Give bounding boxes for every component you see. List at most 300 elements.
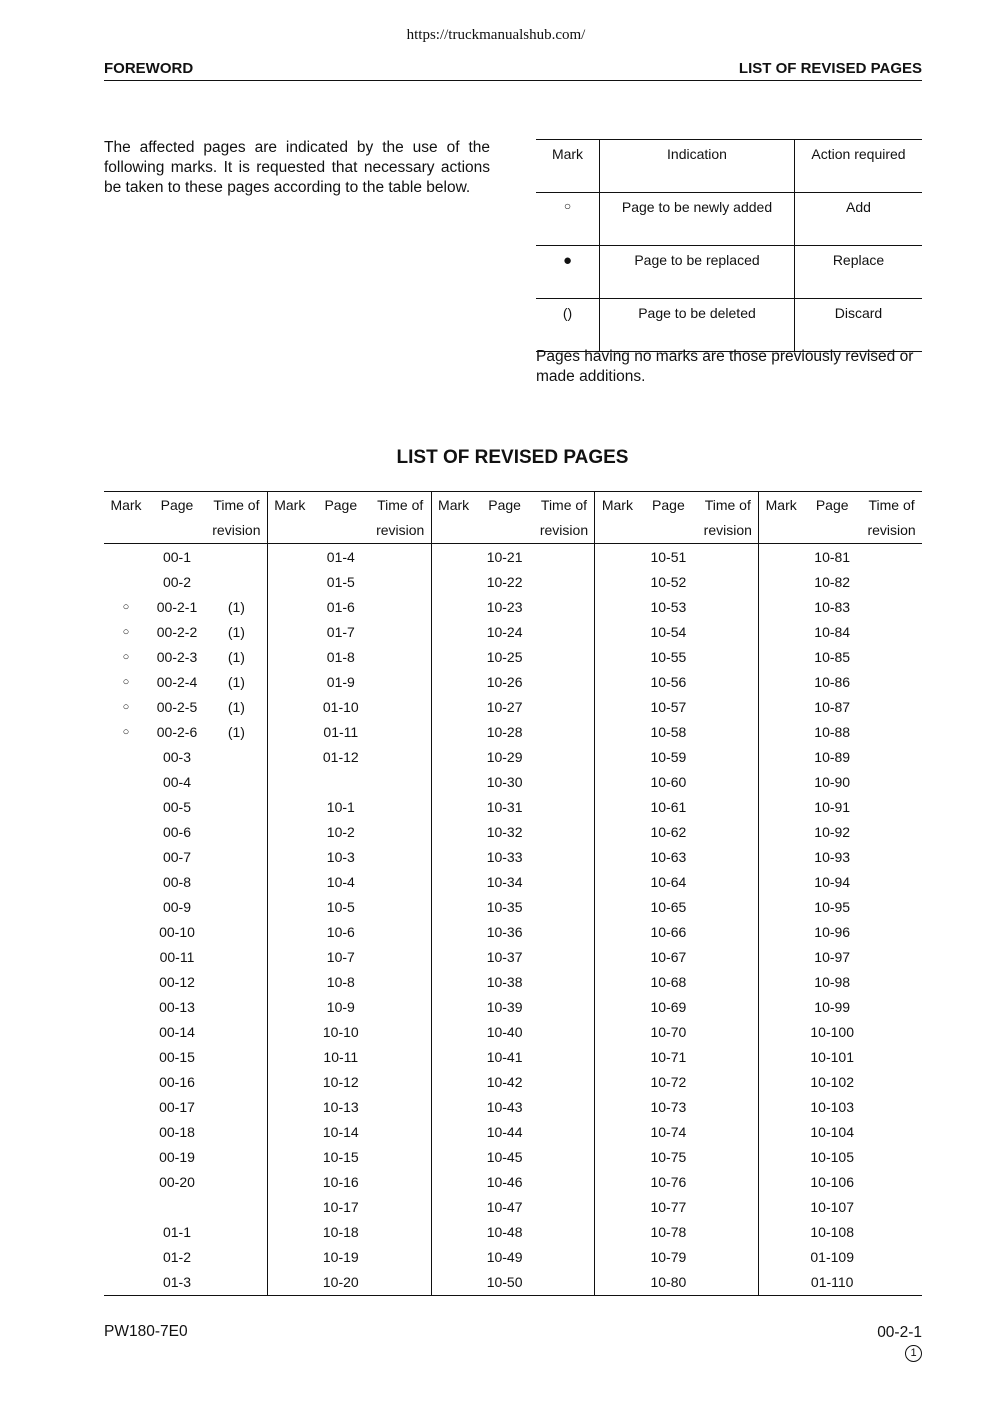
table-row [104,920,267,945]
row-page: 10-37 [486,949,523,965]
row-time-of-revision [370,845,431,870]
row-page: 10-70 [650,1024,687,1040]
row-time-of-revision [697,970,758,995]
row-page: 01-1 [162,1224,192,1240]
header-section: FOREWORD [104,60,194,77]
row-page: 10-105 [810,1149,854,1165]
row-time-of-revision [534,1195,595,1220]
row-mark [759,1195,803,1220]
row-time-of-revision [534,945,595,970]
row-time-of-revision [534,920,595,945]
row-page: 10-64 [650,874,687,890]
row-mark [268,745,312,770]
row-mark [432,845,476,870]
row-time-of-revision [697,1070,758,1095]
table-row [595,870,758,895]
row-time-of-revision [697,1145,758,1170]
row-mark [432,1220,476,1245]
row-mark [104,795,148,820]
row-time-of-revision [534,995,595,1020]
table-row [432,795,595,820]
table-row [268,995,431,1020]
row-page: 10-41 [486,1049,523,1065]
row-mark [595,670,639,695]
row-mark [432,945,476,970]
row-time-of-revision [861,670,922,695]
table-row [759,1070,922,1095]
row-time-of-revision [861,1045,922,1070]
table-row [759,795,922,820]
table-row [595,1220,758,1245]
row-mark [268,1095,312,1120]
row-page: 00-2-1 [156,599,198,615]
row-page: 10-16 [322,1174,359,1190]
table-row [432,1120,595,1145]
row-mark [268,1145,312,1170]
table-row [759,1120,922,1145]
row-page: 00-15 [159,1049,195,1065]
row-page: 10-69 [650,999,687,1015]
header-time-line2: revision [703,522,752,538]
row-mark [104,945,148,970]
row-time-of-revision [370,1195,431,1220]
row-page: 10-77 [650,1199,687,1215]
row-time-of-revision [861,895,922,920]
table-row [432,1095,595,1120]
table-row [595,845,758,870]
row-page: 10-59 [650,749,687,765]
table-row [432,1020,595,1045]
table-row [104,970,267,995]
row-time-of-revision: (1) [227,624,245,640]
table-row [268,1020,431,1045]
row-mark [268,845,312,870]
row-mark [268,870,312,895]
row-page: 00-18 [159,1124,195,1140]
table-row [104,695,267,720]
row-time-of-revision [534,845,595,870]
row-mark [759,670,803,695]
row-page: 10-14 [322,1124,359,1140]
row-page: 10-67 [650,949,687,965]
header-time-line1: Time of [868,497,915,513]
row-page: 01-3 [162,1274,192,1290]
row-mark [759,820,803,845]
table-row [759,945,922,970]
row-page: 10-75 [650,1149,687,1165]
row-time-of-revision [534,770,595,795]
row-mark [595,1045,639,1070]
row-mark [268,595,312,620]
row-mark [268,1170,312,1195]
row-mark: ○ [122,601,130,613]
table-row [759,620,922,645]
row-time-of-revision [697,895,758,920]
header-page: Page [324,497,358,513]
table-row [268,1045,431,1070]
row-mark [104,1170,148,1195]
row-time-of-revision [370,695,431,720]
row-mark [268,1245,312,1270]
table-row [595,920,758,945]
table-row [104,620,267,645]
table-row [595,895,758,920]
row-mark [104,820,148,845]
row-mark [432,1020,476,1045]
footer-page-block [877,1323,922,1362]
row-mark [595,770,639,795]
row-page: 00-2-5 [156,699,198,715]
row-mark [432,1145,476,1170]
row-time-of-revision [206,895,267,920]
row-time-of-revision [697,1220,758,1245]
row-page: 10-30 [486,774,523,790]
row-page: 00-2-6 [156,724,198,740]
row-time-of-revision [697,570,758,595]
row-mark [432,720,476,745]
row-page: 10-84 [814,624,851,640]
row-page: 01-12 [322,749,359,765]
row-time-of-revision: (1) [227,599,245,615]
table-row [432,995,595,1020]
column-header [759,492,922,544]
row-time-of-revision [534,695,595,720]
table-row [268,970,431,995]
table-row [595,670,758,695]
row-page: 00-11 [159,949,195,965]
column-header [268,492,431,544]
header-mark: Mark [274,497,306,513]
row-mark [432,920,476,945]
row-mark [759,1070,803,1095]
row-time-of-revision [370,1270,431,1295]
row-mark [759,770,803,795]
table-row [759,720,922,745]
row-mark [759,620,803,645]
header-page: Page [488,497,521,513]
row-page: 10-19 [322,1249,359,1265]
row-time-of-revision [697,995,758,1020]
header-time-of-revision [370,492,431,543]
table-row [268,1070,431,1095]
row-page [312,770,370,795]
table-row [268,745,431,770]
row-mark [595,620,639,645]
marks-legend-table [536,139,922,352]
row-mark [104,1095,148,1120]
row-page: 10-82 [814,574,851,590]
table-row [432,1245,595,1270]
table-row [759,1145,922,1170]
row-time-of-revision [697,595,758,620]
row-time-of-revision [370,1045,431,1070]
table-row [432,1195,595,1220]
header-time-of-revision [861,492,922,543]
table-row [759,645,922,670]
table-row [104,1145,267,1170]
row-time-of-revision [370,795,431,820]
row-page: 10-6 [326,924,355,940]
row-mark [759,645,803,670]
row-time-of-revision [697,670,758,695]
row-page: 10-47 [486,1199,523,1215]
header-time-line2: revision [212,522,261,538]
column-group-5 [758,492,922,1295]
row-time-of-revision [861,870,922,895]
row-time-of-revision [697,745,758,770]
header-time-of-revision [206,492,267,543]
row-mark [268,945,312,970]
row-mark [759,570,803,595]
row-page: 10-94 [814,874,851,890]
row-mark [432,670,476,695]
table-row [104,545,267,570]
row-page: 10-43 [486,1099,523,1115]
table-row [104,1045,267,1070]
row-mark [759,1120,803,1145]
row-mark [595,720,639,745]
table-row [432,670,595,695]
table-row [268,1095,431,1120]
table-row [104,645,267,670]
row-time-of-revision [370,745,431,770]
header-time-of-revision [534,492,595,543]
row-time-of-revision [206,820,267,845]
row-time-of-revision [370,1170,431,1195]
row-mark [759,1145,803,1170]
row-mark [432,1120,476,1145]
row-time-of-revision [861,720,922,745]
row-page: 10-9 [326,999,355,1015]
row-time-of-revision [370,1220,431,1245]
row-page: 00-10 [159,924,195,940]
row-page: 10-88 [814,724,851,740]
row-time-of-revision [370,1145,431,1170]
row-page: 10-90 [814,774,851,790]
row-page: 00-13 [159,999,195,1015]
row-mark [595,995,639,1020]
row-mark [759,695,803,720]
row-time-of-revision [861,995,922,1020]
row-page: 10-5 [326,899,355,915]
row-mark [268,645,312,670]
row-time-of-revision [697,1020,758,1045]
row-page: 10-61 [650,799,687,815]
table-row [595,1020,758,1045]
table-row [268,920,431,945]
row-time-of-revision [206,1170,267,1195]
row-time-of-revision [697,720,758,745]
row-page: 10-101 [810,1049,854,1065]
row-mark [759,920,803,945]
header-page: Page [160,497,194,513]
row-page: 10-83 [814,599,851,615]
row-time-of-revision [697,1195,758,1220]
row-page: 10-102 [810,1074,854,1090]
marks-row-replace [536,246,922,299]
row-mark [268,1270,312,1295]
row-page: 10-89 [814,749,851,765]
marks-header-indication: Indication [600,140,795,193]
table-row [432,920,595,945]
row-time-of-revision [206,970,267,995]
table-row [759,820,922,845]
row-page: 10-42 [486,1074,523,1090]
row-page: 10-40 [486,1024,523,1040]
row-time-of-revision [861,570,922,595]
row-mark [759,870,803,895]
row-mark [104,1145,148,1170]
row-time-of-revision [861,1120,922,1145]
row-mark: ○ [122,626,130,638]
table-row [268,945,431,970]
table-row [268,870,431,895]
row-mark [268,1195,312,1220]
row-page: 00-9 [162,899,192,915]
table-row [268,1245,431,1270]
row-mark [268,770,312,795]
page-header [104,60,922,81]
row-time-of-revision [534,745,595,770]
row-page: 10-44 [486,1124,523,1140]
row-time-of-revision [697,820,758,845]
row-page: 01-2 [162,1249,192,1265]
table-row [432,845,595,870]
action-delete: Discard [795,299,923,352]
row-page: 00-20 [159,1174,195,1190]
row-time-of-revision [861,1070,922,1095]
table-row [432,895,595,920]
row-page: 10-85 [814,649,851,665]
row-time-of-revision [861,745,922,770]
row-mark [595,1120,639,1145]
row-page: 10-106 [810,1174,854,1190]
row-mark [595,1195,639,1220]
row-page: 10-100 [810,1024,854,1040]
column-header [595,492,758,544]
table-row [104,1020,267,1045]
row-time-of-revision [861,1145,922,1170]
table-row [104,1070,267,1095]
row-mark [104,870,148,895]
row-time-of-revision [370,720,431,745]
source-url[interactable]: https://truckmanualshub.com/ [406,27,586,43]
row-time-of-revision [697,1095,758,1120]
row-time-of-revision [370,770,431,795]
row-mark [432,595,476,620]
row-mark [432,970,476,995]
header-mark: Mark [601,497,633,513]
row-time-of-revision [697,795,758,820]
row-page: 10-98 [814,974,851,990]
row-mark [104,1220,148,1245]
row-time-of-revision [534,570,595,595]
row-mark [104,545,148,570]
table-row [759,570,922,595]
row-time-of-revision [697,545,758,570]
row-page: 00-2-2 [156,624,198,640]
column-group-1 [104,492,267,1295]
row-mark [268,1045,312,1070]
row-page: 00-3 [162,749,192,765]
row-mark [432,770,476,795]
row-page: 10-29 [486,749,523,765]
row-page: 01-4 [326,549,355,565]
row-page: 10-28 [486,724,523,740]
indication-add: Page to be newly added [600,193,795,246]
row-time-of-revision [861,1095,922,1120]
row-time-of-revision [370,620,431,645]
row-time-of-revision [534,1020,595,1045]
header-page: Page [815,497,849,513]
row-time-of-revision [206,770,267,795]
row-page: 00-12 [159,974,195,990]
row-page: 10-48 [486,1224,523,1240]
column-group-4 [594,492,758,1295]
row-time-of-revision [206,1095,267,1120]
row-mark [268,895,312,920]
table-row [268,595,431,620]
row-time-of-revision [697,870,758,895]
table-row [432,595,595,620]
row-page: 10-97 [814,949,851,965]
row-time-of-revision [534,970,595,995]
row-time-of-revision [206,995,267,1020]
row-page: 10-107 [810,1199,854,1215]
row-time-of-revision [861,795,922,820]
row-time-of-revision [861,545,922,570]
table-row [595,720,758,745]
row-mark [595,820,639,845]
mark-open-circle: ○ [536,193,600,246]
row-mark [104,1245,148,1270]
row-mark [432,570,476,595]
table-row [104,895,267,920]
row-mark [432,1195,476,1220]
row-page: 10-46 [486,1174,523,1190]
row-mark [595,1145,639,1170]
row-page: 10-66 [650,924,687,940]
row-time-of-revision: (1) [227,674,245,690]
row-page: 10-93 [814,849,851,865]
row-mark [595,745,639,770]
row-mark [268,820,312,845]
row-page: 10-36 [486,924,523,940]
row-page: 00-14 [159,1024,195,1040]
row-page: 10-53 [650,599,687,615]
row-time-of-revision [697,695,758,720]
row-mark [759,970,803,995]
header-mark: Mark [438,497,470,513]
row-page: 10-95 [814,899,851,915]
table-row [759,695,922,720]
table-row [104,720,267,745]
table-row [432,820,595,845]
row-mark [104,920,148,945]
row-time-of-revision [861,945,922,970]
footer-model: PW180-7E0 [104,1323,188,1340]
row-mark [432,1045,476,1070]
row-page: 10-86 [814,674,851,690]
row-mark [759,1245,803,1270]
table-row [268,845,431,870]
table-row [595,1145,758,1170]
row-mark [595,945,639,970]
table-row [104,670,267,695]
table-row [268,670,431,695]
row-time-of-revision [370,970,431,995]
row-page: 10-27 [486,699,523,715]
